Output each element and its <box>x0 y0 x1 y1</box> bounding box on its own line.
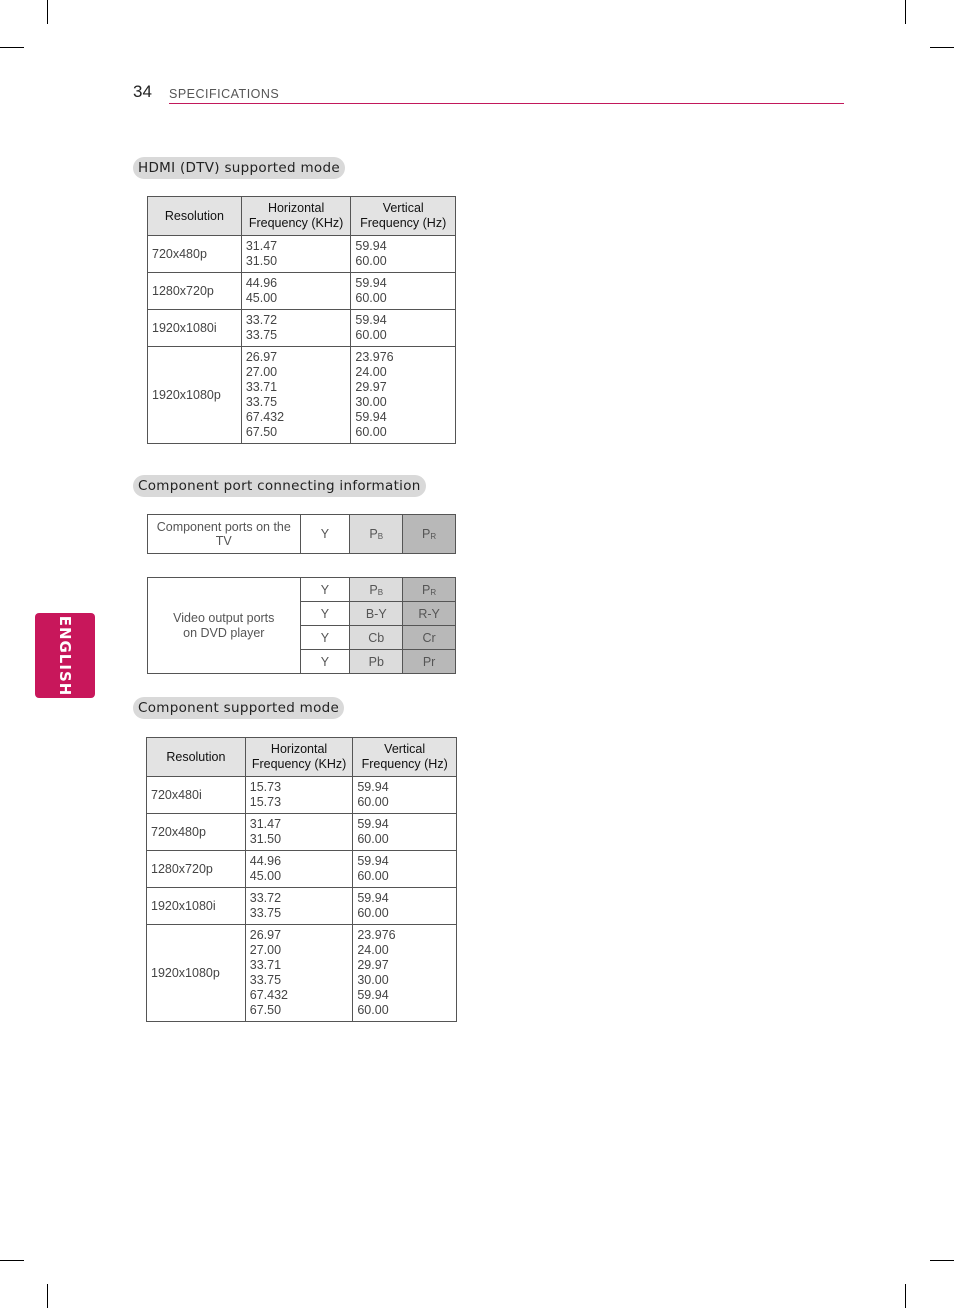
frequency-value: 33.75 <box>245 395 278 409</box>
dvd-port-pb-lower: Pb <box>350 650 403 674</box>
hdmi-mode-table <box>147 196 456 444</box>
frequency-value: 27.00 <box>249 943 282 957</box>
crop-mark <box>47 1284 48 1308</box>
frequency-value: 33.72 <box>249 891 282 905</box>
crop-mark <box>0 1260 24 1261</box>
dvd-port-cr: Cr <box>403 626 456 650</box>
horizontal-frequency-cell <box>245 925 353 1022</box>
component-mode-section-title: Component supported mode <box>133 697 344 719</box>
vertical-frequency-cell <box>353 777 457 814</box>
dvd-port-b-y: B-Y <box>350 602 403 626</box>
dvd-port-cb: Cb <box>350 626 403 650</box>
frequency-value: 33.72 <box>245 313 278 327</box>
dvd-port-y: Y <box>300 578 350 602</box>
frequency-value: 59.94 <box>357 988 389 1002</box>
frequency-value: 59.94 <box>357 854 389 868</box>
frequency-value: 60.00 <box>355 291 387 305</box>
vertical-frequency-cell <box>353 925 457 1022</box>
language-label: ENGLISH <box>56 615 74 696</box>
frequency-value: 59.94 <box>355 313 387 327</box>
frequency-value: 59.94 <box>355 276 387 290</box>
frequency-value: 59.94 <box>357 891 389 905</box>
tv-ports-label: Component ports on the TV <box>148 515 301 554</box>
component-mode-table <box>146 737 457 1022</box>
frequency-value: 23.976 <box>355 350 394 364</box>
vertical-frequency-cell <box>353 888 457 925</box>
frequency-value: 31.47 <box>249 817 282 831</box>
frequency-value: 23.976 <box>357 928 396 942</box>
table-row <box>148 310 456 347</box>
table-row <box>147 814 457 851</box>
vertical-frequency-cell <box>353 814 457 851</box>
tv-ports-table <box>147 514 456 554</box>
frequency-value: 24.00 <box>355 365 387 379</box>
resolution-cell: 1920x1080i <box>148 310 242 347</box>
crop-mark <box>905 1284 906 1308</box>
dvd-port-y: Y <box>300 626 350 650</box>
frequency-value: 60.00 <box>355 254 387 268</box>
language-tab <box>35 613 95 698</box>
frequency-value: 60.00 <box>355 425 387 439</box>
frequency-value: 59.94 <box>355 239 387 253</box>
frequency-value: 31.47 <box>245 239 278 253</box>
horizontal-frequency-cell <box>245 888 353 925</box>
frequency-value: 60.00 <box>357 832 389 846</box>
frequency-value: 33.71 <box>245 380 278 394</box>
page-number: 34 <box>133 82 152 101</box>
frequency-value: 27.00 <box>245 365 278 379</box>
frequency-value: 45.00 <box>245 291 278 305</box>
table-row <box>148 273 456 310</box>
frequency-value: 59.94 <box>357 817 389 831</box>
resolution-cell: 1920x1080p <box>148 347 242 444</box>
table-row <box>147 777 457 814</box>
horizontal-frequency-cell <box>241 236 351 273</box>
table-header-row <box>148 197 456 236</box>
frequency-value: 67.432 <box>249 988 289 1002</box>
frequency-value: 59.94 <box>355 410 387 424</box>
resolution-cell: 720x480p <box>148 236 242 273</box>
resolution-cell: 720x480p <box>147 814 246 851</box>
frequency-value: 60.00 <box>357 906 389 920</box>
crop-mark <box>47 0 48 24</box>
table-row <box>147 925 457 1022</box>
horizontal-frequency-header: Horizontal Frequency (KHz) <box>245 738 353 777</box>
frequency-value: 67.432 <box>245 410 285 424</box>
vertical-frequency-header: Vertical Frequency (Hz) <box>353 738 457 777</box>
dvd-ports-table <box>147 577 456 674</box>
frequency-value: 33.75 <box>245 328 278 342</box>
tv-ports-row <box>148 515 456 554</box>
frequency-value: 26.97 <box>245 350 278 364</box>
dvd-port-y: Y <box>300 650 350 674</box>
resolution-header: Resolution <box>148 197 242 236</box>
frequency-value: 33.75 <box>249 973 282 987</box>
frequency-value: 60.00 <box>357 1003 389 1017</box>
dvd-ports-label: Video output ports on DVD player <box>148 578 301 674</box>
horizontal-frequency-cell <box>245 814 353 851</box>
frequency-value: 26.97 <box>249 928 282 942</box>
vertical-frequency-cell <box>351 310 456 347</box>
table-row <box>148 347 456 444</box>
section-title: SPECIFICATIONS <box>169 87 280 101</box>
hdmi-table-body <box>148 236 456 444</box>
vertical-frequency-header: Vertical Frequency (Hz) <box>351 197 456 236</box>
frequency-value: 33.75 <box>249 906 282 920</box>
frequency-value: 59.94 <box>357 780 389 794</box>
frequency-value: 60.00 <box>357 869 389 883</box>
table-header-row <box>147 738 457 777</box>
port-y: Y <box>300 515 350 554</box>
resolution-cell: 1920x1080i <box>147 888 246 925</box>
resolution-cell: 1920x1080p <box>147 925 246 1022</box>
frequency-value: 31.50 <box>249 832 282 846</box>
horizontal-frequency-cell <box>241 347 351 444</box>
frequency-value: 29.97 <box>357 958 389 972</box>
frequency-value: 30.00 <box>355 395 387 409</box>
frequency-value: 67.50 <box>249 1003 282 1017</box>
frequency-value: 33.71 <box>249 958 282 972</box>
crop-mark <box>905 0 906 24</box>
crop-mark <box>930 47 954 48</box>
horizontal-frequency-cell <box>241 273 351 310</box>
frequency-value: 67.50 <box>245 425 278 439</box>
frequency-value: 60.00 <box>355 328 387 342</box>
port-pr: PR <box>403 515 456 554</box>
frequency-value: 45.00 <box>249 869 282 883</box>
crop-mark <box>930 1260 954 1261</box>
frequency-value: 30.00 <box>357 973 389 987</box>
horizontal-frequency-header: Horizontal Frequency (KHz) <box>241 197 351 236</box>
vertical-frequency-cell <box>351 273 456 310</box>
frequency-value: 44.96 <box>245 276 278 290</box>
vertical-frequency-cell <box>351 347 456 444</box>
frequency-value: 60.00 <box>357 795 389 809</box>
component-table-body <box>147 777 457 1022</box>
crop-mark <box>0 47 24 48</box>
frequency-value: 29.97 <box>355 380 387 394</box>
frequency-value: 24.00 <box>357 943 389 957</box>
frequency-value: 15.73 <box>249 780 282 794</box>
dvd-port-pr: PR <box>403 578 456 602</box>
dvd-port-pr-lower: Pr <box>403 650 456 674</box>
table-row <box>147 888 457 925</box>
resolution-cell: 1280x720p <box>148 273 242 310</box>
port-pb: PB <box>350 515 403 554</box>
dvd-port-y: Y <box>300 602 350 626</box>
horizontal-frequency-cell <box>245 777 353 814</box>
component-info-section-title: Component port connecting information <box>133 475 426 497</box>
resolution-cell: 1280x720p <box>147 851 246 888</box>
vertical-frequency-cell <box>351 236 456 273</box>
horizontal-frequency-cell <box>241 310 351 347</box>
vertical-frequency-cell <box>353 851 457 888</box>
frequency-value: 44.96 <box>249 854 282 868</box>
dvd-port-r-y: R-Y <box>403 602 456 626</box>
header-rule <box>169 103 844 104</box>
hdmi-section-title: HDMI (DTV) supported mode <box>133 157 345 179</box>
frequency-value: 15.73 <box>249 795 282 809</box>
page-header <box>133 82 844 104</box>
frequency-value: 31.50 <box>245 254 278 268</box>
horizontal-frequency-cell <box>245 851 353 888</box>
dvd-port-pb: PB <box>350 578 403 602</box>
dvd-ports-row <box>148 578 456 602</box>
resolution-header: Resolution <box>147 738 246 777</box>
table-row <box>148 236 456 273</box>
table-row <box>147 851 457 888</box>
resolution-cell: 720x480i <box>147 777 246 814</box>
